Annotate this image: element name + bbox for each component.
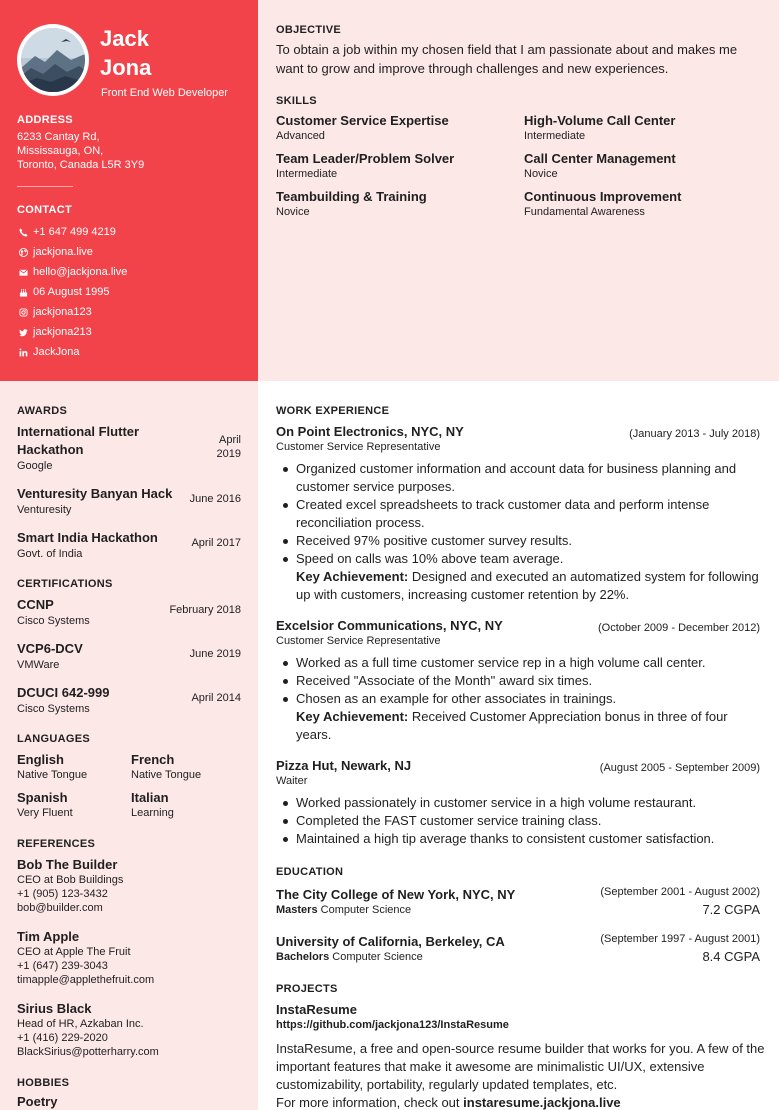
- language-name: French: [131, 752, 175, 767]
- contact-instagram-text: jackjona123: [33, 306, 92, 318]
- job-company: Pizza Hut, Newark, NJ: [276, 758, 412, 773]
- linkedin-icon: [17, 346, 29, 358]
- key-achievement-label: Key Achievement:: [296, 569, 409, 584]
- award-title: Smart India Hackathon: [17, 530, 158, 545]
- work-heading: WORK EXPERIENCE: [276, 405, 390, 417]
- certification-title: DCUCI 642-999: [17, 685, 110, 700]
- contact-phone[interactable]: [17, 222, 127, 242]
- project-url[interactable]: https://github.com/jackjona123/InstaResume: [276, 1019, 509, 1031]
- certification-org: Cisco Systems: [17, 615, 90, 627]
- project-description: InstaResume, a free and open-source resume builder that works for you. A few of the important features that make it awesome are minimalistic UI/UX, extensive customizability, portability, regularly updated templates, etc.: [276, 1041, 765, 1092]
- cake-icon: [17, 286, 29, 298]
- skill-title: Team Leader/Problem Solver: [276, 151, 455, 166]
- education-school: University of California, Berkeley, CA: [276, 934, 505, 949]
- key-achievement: [276, 708, 760, 744]
- reference-email: timapple@applethefruit.com: [17, 974, 155, 986]
- project-link[interactable]: instaresume.jackjona.live: [463, 1095, 621, 1110]
- language-name: Spanish: [17, 790, 68, 805]
- education-field: Computer Science: [317, 904, 412, 916]
- reference-phone: +1 (905) 123-3432: [17, 888, 108, 900]
- references-heading: REFERENCES: [17, 838, 96, 850]
- award-org: Govt. of India: [17, 548, 83, 560]
- job-entry: [276, 757, 760, 788]
- skill-item: [276, 188, 516, 219]
- contact-twitter-text: jackjona213: [33, 326, 92, 338]
- contact-website-text: jackjona.live: [33, 246, 93, 258]
- skill-level: Novice: [524, 168, 558, 180]
- project-title: InstaResume: [276, 1002, 357, 1017]
- job-dates: (August 2005 - September 2009): [599, 762, 760, 774]
- job-entry: [276, 617, 760, 648]
- language-level: Native Tongue: [17, 769, 88, 781]
- address-block: [17, 130, 144, 172]
- reference-phone: +1 (647) 239-3043: [17, 960, 108, 972]
- reference-item: [17, 928, 247, 987]
- skill-item: [524, 112, 764, 143]
- project-item: [276, 1001, 766, 1110]
- contact-heading: CONTACT: [17, 204, 73, 216]
- award-date-line: 2019: [216, 448, 241, 460]
- job-company: Excelsior Communications, NYC, NY: [276, 618, 503, 633]
- objective-heading: OBJECTIVE: [276, 24, 342, 36]
- job-bullet: Received 97% positive customer survey results.: [276, 532, 760, 550]
- award-org: Venturesity: [17, 504, 72, 516]
- reference-title: CEO at Apple The Fruit: [17, 946, 131, 958]
- reference-name: Tim Apple: [17, 929, 80, 944]
- certification-item: [17, 596, 241, 628]
- education-dates: (September 1997 - August 2001): [600, 933, 760, 945]
- job-bullets: [276, 460, 760, 604]
- award-item: [17, 529, 241, 561]
- job-entry: [276, 423, 760, 454]
- mail-icon: [17, 266, 29, 278]
- certification-org: VMWare: [17, 659, 60, 671]
- contact-birthday: [17, 282, 127, 302]
- skill-title: Teambuilding & Training: [276, 189, 427, 204]
- certification-item: [17, 684, 241, 716]
- certification-org: Cisco Systems: [17, 703, 90, 715]
- certifications-heading: CERTIFICATIONS: [17, 578, 113, 590]
- key-achievement: [276, 568, 760, 604]
- skill-item: [524, 150, 764, 181]
- reference-name: Bob The Builder: [17, 857, 118, 872]
- certification-title: VCP6-DCV: [17, 641, 83, 656]
- reference-email: bob@builder.com: [17, 902, 103, 914]
- certification-date: February 2018: [169, 604, 241, 616]
- education-dates: (September 2001 - August 2002): [600, 886, 760, 898]
- first-name: Jack: [100, 26, 149, 51]
- language-level: Very Fluent: [17, 807, 73, 819]
- skill-title: High-Volume Call Center: [524, 113, 676, 128]
- reference-title: Head of HR, Azkaban Inc.: [17, 1018, 144, 1030]
- education-degree-level: Bachelors: [276, 951, 330, 963]
- globe-icon: [17, 246, 29, 258]
- language-item: [17, 751, 127, 782]
- job-role: Waiter: [276, 775, 308, 787]
- language-name: Italian: [131, 790, 169, 805]
- job-bullet: Speed on calls was 10% above team average.: [276, 550, 760, 568]
- key-achievement-text: Designed and executed an automatized system for following up with customers, increasing customer retention by 22%.: [296, 569, 759, 602]
- job-bullet: Created excel spreadsheets to track customer data and perform intense reconciliation process.: [276, 496, 760, 532]
- avatar: [17, 24, 89, 96]
- job-dates: (October 2009 - December 2012): [597, 622, 760, 634]
- certification-date: April 2014: [191, 692, 241, 704]
- awards-heading: AWARDS: [17, 405, 68, 417]
- job-bullet: Worked passionately in customer service in a high volume restaurant.: [276, 794, 760, 812]
- education-item: [276, 933, 760, 964]
- education-field: Computer Science: [329, 951, 423, 963]
- skill-level: Intermediate: [524, 130, 586, 142]
- education-heading: EDUCATION: [276, 866, 344, 878]
- job-title: Front End Web Developer: [101, 87, 228, 99]
- skills-heading: SKILLS: [276, 95, 317, 107]
- contact-list: [17, 222, 127, 362]
- skill-title: Continuous Improvement: [524, 189, 682, 204]
- education-degree: [276, 950, 760, 964]
- award-org: Google: [17, 460, 53, 472]
- profile-photo: [21, 28, 85, 92]
- projects-heading: PROJECTS: [276, 983, 338, 995]
- project-more-prefix: For more information, check out: [276, 1095, 464, 1110]
- languages-heading: LANGUAGES: [17, 733, 90, 745]
- skill-item: [524, 188, 764, 219]
- skill-item: [276, 150, 516, 181]
- certification-item: [17, 640, 241, 672]
- education-degree-level: Masters: [276, 904, 318, 916]
- reference-item: [17, 1000, 247, 1059]
- contact-birthday-text: 06 August 1995: [33, 286, 110, 298]
- education-grade: 7.2 CGPA: [702, 902, 760, 917]
- job-bullet: Maintained a high tip average thanks to consistent customer satisfaction.: [276, 830, 760, 848]
- education-grade: 8.4 CGPA: [702, 949, 760, 964]
- certification-title: CCNP: [17, 597, 54, 612]
- award-title-line: International Flutter: [17, 424, 140, 439]
- contact-instagram[interactable]: [17, 302, 127, 322]
- job-role: Customer Service Representative: [276, 441, 441, 453]
- address-line: Mississauga, ON,: [17, 145, 104, 157]
- language-level: Native Tongue: [131, 769, 202, 781]
- award-date: June 2016: [189, 493, 241, 505]
- instagram-icon: [17, 306, 29, 318]
- education-item: [276, 886, 760, 917]
- address-line: 6233 Cantay Rd,: [17, 131, 100, 143]
- address-heading: ADDRESS: [17, 114, 73, 126]
- last-name: Jona: [100, 55, 152, 80]
- reference-phone: +1 (416) 229-2020: [17, 1032, 108, 1044]
- job-dates: (January 2013 - July 2018): [629, 428, 760, 440]
- award-title-line: Hackathon: [17, 442, 84, 457]
- contact-website[interactable]: [17, 242, 127, 262]
- job-bullet: Completed the FAST customer service training class.: [276, 812, 760, 830]
- objective-text: To obtain a job within my chosen field that I am passionate about and makes me want to grow and improve through challenges and new experiences.: [276, 42, 738, 76]
- contact-twitter[interactable]: [17, 322, 127, 342]
- address-line: Toronto, Canada L5R 3Y9: [17, 159, 145, 171]
- job-bullet: Organized customer information and account data for business planning and customer service purposes.: [276, 460, 760, 496]
- language-level: Learning: [131, 807, 174, 819]
- education-school: The City College of New York, NYC, NY: [276, 887, 516, 902]
- skill-level: Advanced: [276, 130, 325, 142]
- language-item: [17, 789, 127, 820]
- award-date-line: April: [218, 434, 241, 446]
- language-item: [131, 751, 241, 782]
- job-bullet: Chosen as an example for other associates in trainings.: [276, 690, 760, 708]
- project-more-info: [276, 1094, 766, 1110]
- contact-linkedin-text: JackJona: [33, 346, 80, 358]
- hobby-item: Poetry: [17, 1094, 58, 1109]
- key-achievement-label: Key Achievement:: [296, 709, 409, 724]
- language-name: English: [17, 752, 64, 767]
- phone-icon: [17, 226, 29, 238]
- contact-phone-text: +1 647 499 4219: [33, 226, 116, 238]
- award-date: [217, 433, 241, 461]
- contact-email-text: hello@jackjona.live: [33, 266, 128, 278]
- skill-level: Novice: [276, 206, 310, 218]
- skill-level: Fundamental Awareness: [524, 206, 645, 218]
- skill-item: [276, 112, 516, 143]
- job-bullets: [276, 654, 760, 744]
- full-name: [100, 24, 151, 82]
- contact-email[interactable]: [17, 262, 127, 282]
- language-item: [131, 789, 241, 820]
- job-role: Customer Service Representative: [276, 635, 441, 647]
- certification-date: June 2019: [189, 648, 241, 660]
- job-bullets: [276, 794, 760, 848]
- job-bullet: Received "Associate of the Month" award six times.: [276, 672, 760, 690]
- reference-item: [17, 856, 247, 915]
- education-degree: [276, 903, 760, 917]
- reference-name: Sirius Black: [17, 1001, 92, 1016]
- award-item: [17, 423, 241, 473]
- profile-header: [0, 0, 258, 381]
- divider: [17, 186, 73, 187]
- award-title: Venturesity Banyan Hack: [17, 486, 173, 501]
- reference-title: CEO at Bob Buildings: [17, 874, 124, 886]
- job-bullet: Worked as a full time customer service rep in a high volume call center.: [276, 654, 760, 672]
- skill-title: Call Center Management: [524, 151, 676, 166]
- skill-title: Customer Service Expertise: [276, 113, 449, 128]
- twitter-icon: [17, 326, 29, 338]
- award-title: [17, 423, 241, 459]
- contact-linkedin[interactable]: [17, 342, 127, 362]
- hobbies-heading: HOBBIES: [17, 1077, 70, 1089]
- key-achievement-text: Received Customer Appreciation bonus in three of four years.: [296, 709, 728, 742]
- reference-email: BlackSirius@potterharry.com: [17, 1046, 159, 1058]
- award-date: April 2017: [191, 537, 241, 549]
- skill-level: Intermediate: [276, 168, 338, 180]
- award-item: [17, 485, 241, 517]
- job-company: On Point Electronics, NYC, NY: [276, 424, 464, 439]
